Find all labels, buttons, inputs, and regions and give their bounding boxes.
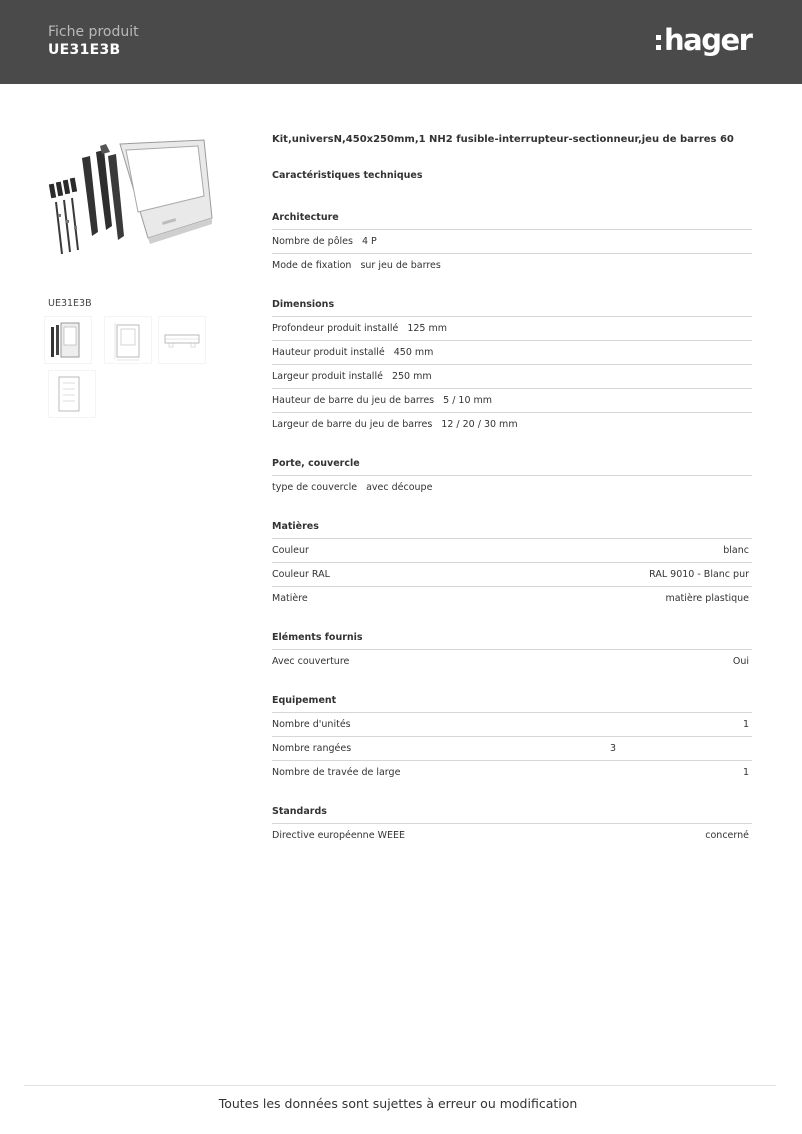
- spec-label: Profondeur produit installé: [272, 323, 399, 334]
- section-title: Dimensions: [272, 298, 752, 317]
- spec-label: Couleur RAL: [272, 569, 330, 580]
- thumbnail-top-drawing[interactable]: [158, 316, 206, 364]
- spec-value: 450 mm: [393, 347, 434, 358]
- logo-text: hager: [664, 22, 752, 57]
- gallery-reference-label: UE31E3B: [48, 298, 92, 309]
- spec-value: blanc: [723, 545, 749, 556]
- spec-value: 125 mm: [407, 323, 447, 334]
- spec-value: 1: [742, 719, 749, 730]
- spec-row: [272, 761, 752, 784]
- spec-label: Nombre de travée de large: [272, 767, 401, 778]
- spec-row: [272, 413, 752, 436]
- spec-value: RAL 9010 - Blanc pur: [649, 569, 749, 580]
- spec-value: 250 mm: [391, 371, 432, 382]
- spec-value: matière plastique: [665, 593, 749, 604]
- spec-value: avec découpe: [366, 482, 433, 493]
- product-reference: UE31E3B: [48, 42, 121, 58]
- section-supplied-elements: [272, 631, 752, 673]
- spec-value: 4 P: [361, 236, 377, 247]
- section-door-cover: [272, 457, 752, 499]
- spec-row: [272, 254, 752, 277]
- spec-label: Nombre de pôles: [272, 236, 353, 247]
- section-equipment: [272, 694, 752, 784]
- thumbnail-product-photo[interactable]: [44, 316, 92, 364]
- section-architecture: [272, 211, 752, 277]
- thumbnail-side-drawing[interactable]: [48, 370, 96, 418]
- section-materials: [272, 520, 752, 610]
- document-kicker: Fiche produit: [48, 24, 139, 40]
- spec-label: Hauteur de barre du jeu de barres: [272, 395, 435, 406]
- spec-label: Avec couverture: [272, 656, 350, 667]
- spec-row: [272, 317, 752, 341]
- spec-value: concerné: [705, 830, 749, 841]
- spec-label: Largeur de barre du jeu de barres: [272, 419, 433, 430]
- product-kit-image: [44, 136, 216, 266]
- technical-characteristics-heading: Caractéristiques techniques: [272, 170, 423, 181]
- spec-row: [272, 341, 752, 365]
- header-bar: [0, 0, 802, 84]
- section-title: Eléments fournis: [272, 631, 752, 650]
- spec-value: 1: [742, 767, 749, 778]
- section-dimensions: [272, 298, 752, 436]
- spec-value: 5 / 10 mm: [443, 395, 493, 406]
- technical-content: [272, 133, 752, 847]
- spec-label: type de couvercle: [272, 482, 358, 493]
- footer-disclaimer: Toutes les données sont sujettes à erreur ou modification: [218, 1096, 578, 1111]
- spec-value: 12 / 20 / 30 mm: [441, 419, 518, 430]
- spec-row: [272, 365, 752, 389]
- spec-label: Hauteur produit installé: [272, 347, 385, 358]
- spec-row: [272, 587, 752, 610]
- spec-row: [272, 539, 752, 563]
- spec-row: [272, 230, 752, 254]
- spec-value: sur jeu de barres: [360, 260, 441, 271]
- spec-row: [272, 824, 752, 847]
- spec-label: Largeur produit installé: [272, 371, 383, 382]
- thumbnail-front-drawing[interactable]: [104, 316, 152, 364]
- section-standards: [272, 805, 752, 847]
- spec-value: Oui: [732, 656, 749, 667]
- product-title: Kit,universN,450x250mm,1 NH2 fusible-interrupteur-sectionneur,jeu de barres 60: [272, 134, 734, 145]
- spec-value: 3: [610, 743, 617, 754]
- spec-label: Nombre d'unités: [272, 719, 351, 730]
- section-title: Standards: [272, 805, 752, 824]
- spec-label: Matière: [272, 593, 308, 604]
- spec-row: [272, 476, 752, 499]
- footer-divider: [24, 1085, 776, 1086]
- spec-row: [272, 737, 752, 761]
- spec-label: Directive européenne WEEE: [272, 830, 405, 841]
- spec-label: Couleur: [272, 545, 309, 556]
- spec-row: [272, 650, 752, 673]
- section-title: Architecture: [272, 211, 752, 230]
- spec-row: [272, 563, 752, 587]
- spec-row: [272, 389, 752, 413]
- spec-label: Nombre rangées: [272, 743, 352, 754]
- spec-row: [272, 713, 752, 737]
- brand-logo[interactable]: [656, 22, 751, 58]
- logo-dots-icon: [656, 35, 661, 50]
- section-title: Equipement: [272, 694, 752, 713]
- section-title: Porte, couvercle: [272, 457, 752, 476]
- section-title: Matières: [272, 520, 752, 539]
- spec-label: Mode de fixation: [272, 260, 352, 271]
